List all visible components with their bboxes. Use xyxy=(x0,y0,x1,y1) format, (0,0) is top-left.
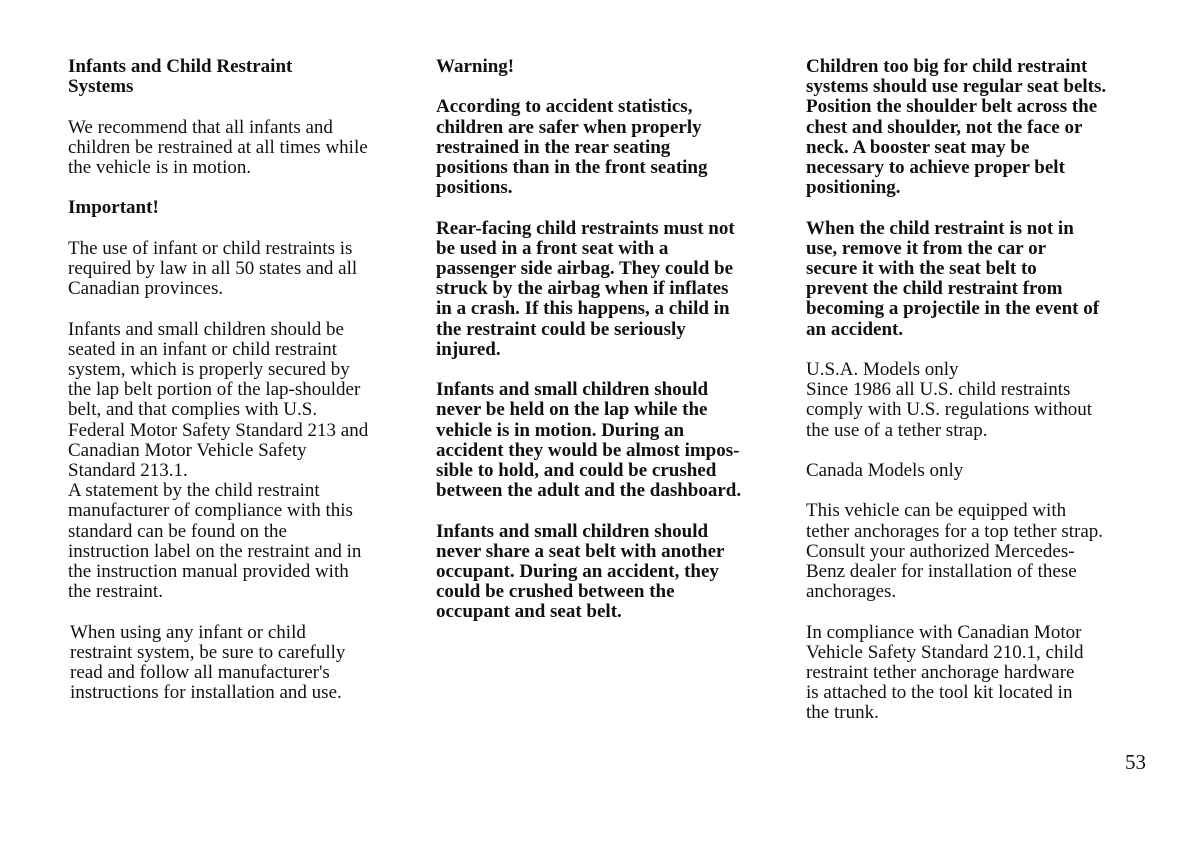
usa-tether-paragraph: Since 1986 all U.S. child restraints comply with U.S. regulations without the use of a tether strap. xyxy=(806,379,1093,441)
manufacturer-statement-paragraph: A statement by the child restraint manufacturer of compliance with this standard can be found on the instruction label on the restraint and in the instruction manual provided with the restraint. xyxy=(68,480,362,603)
shared-seatbelt-paragraph: Infants and small children should never share a seat belt with another occupant. During an accident, they could be crushed between the occupant and seat belt. xyxy=(436,520,725,623)
rear-facing-airbag-paragraph: Rear-facing child restraints must not be used in a front seat with a passenger side airbag. They could be struck by the airbag when if inflates in a crash. If this happens, a child in the restraint could be seriously injured. xyxy=(436,217,735,360)
warning-label: Warning! xyxy=(436,56,515,77)
column-middle xyxy=(436,57,768,643)
tether-anchorage-paragraph: This vehicle can be equipped with tether anchorages for a top tether strap. Consult your authorized Mercedes- Benz dealer for installation of these anchorages. xyxy=(806,500,1104,603)
lap-holding-paragraph: Infants and small children should never be held on the lap while the vehicle is in motion. During an accident they would be almost impos- sible to hold, and could be crushed between the adult and the dashboard. xyxy=(436,379,742,502)
section-heading: Infants and Child Restraint Systems xyxy=(68,56,293,98)
accident-statistics-paragraph: According to accident statistics, children are safer when properly restrained in the rear seating positions than in the front seating positions. xyxy=(436,96,708,199)
page-number: 53 xyxy=(1125,750,1146,774)
canada-models-label: Canada Models only xyxy=(806,460,964,482)
recommendation-paragraph: We recommend that all infants and children be restrained at all times while the vehicle is in motion. xyxy=(68,116,368,178)
important-label: Important! xyxy=(68,197,159,219)
column-right xyxy=(806,57,1146,744)
canadian-standard-paragraph: In compliance with Canadian Motor Vehicle Safety Standard 210.1, child restraint tether anchorage hardware is attached to the tool kit located in the trunk. xyxy=(806,621,1084,724)
installation-instructions-paragraph: When using any infant or child restraint system, be sure to carefully read and follow all manufacturer's instructions for installation and use. xyxy=(70,621,346,704)
unused-restraint-paragraph: When the child restraint is not in use, remove it from the car or secure it with the seat belt to prevent the child restraint from becoming a projectile in the event of an accident. xyxy=(806,217,1100,340)
column-left xyxy=(68,57,398,724)
restraint-standard-paragraph: Infants and small children should be seated in an infant or child restraint system, which is properly secured by the lap belt portion of the lap-shoulder belt, and that complies with U.S. Federal Motor Safety Standard 213 and Canadian Motor Vehicle Safety Standard 213.1. xyxy=(68,318,369,481)
regular-seatbelt-paragraph: Children too big for child restraint systems should use regular seat belts. Position the shoulder belt across the chest and shoulder, not the face or neck. A booster seat may be necessary to achieve proper belt positioning. xyxy=(806,56,1107,199)
usa-models-label: U.S.A. Models only xyxy=(806,359,959,381)
law-paragraph: The use of infant or child restraints is required by law in all 50 states and all Canadian provinces. xyxy=(68,237,358,300)
